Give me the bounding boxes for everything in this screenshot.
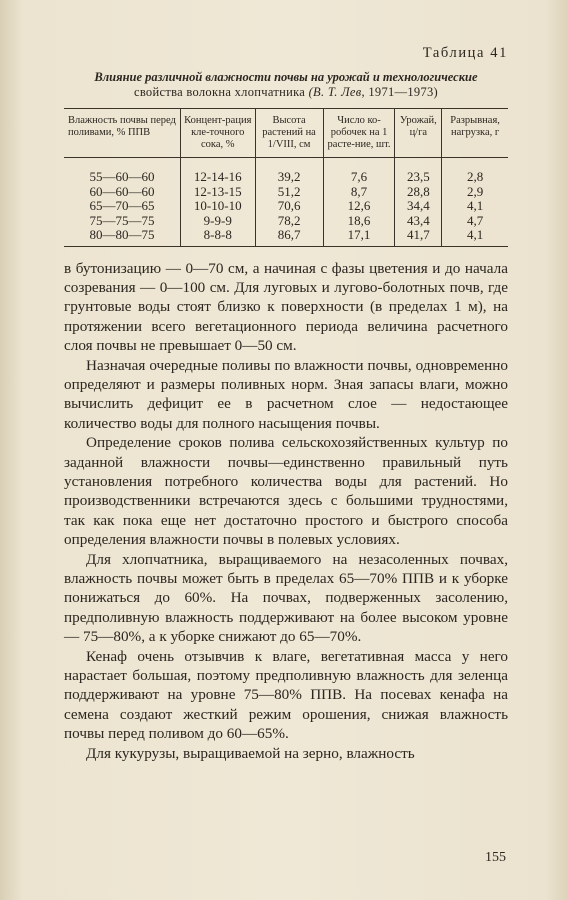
- table-cell: 39,2: [255, 158, 323, 185]
- paragraph: в бутонизацию — 0—70 см, а начиная с фазы цветения и до начала созревания — 0—100 см. Для луговых и лугово-болотных почв, где грунтовые воды стоят близко к поверхности (в пределах 1 м), на протяжении всего вегетационного периода величина расчетного слоя почвы не превышает 0—50 см.: [64, 259, 508, 355]
- table-row: [64, 158, 508, 185]
- table-cell: 23,5: [395, 158, 442, 185]
- table-label: Таблица 41: [422, 45, 508, 61]
- table-header-cell: Влажность почвы перед поливами, % ППВ: [64, 109, 181, 158]
- table-cell: 75—75—75: [89, 212, 155, 228]
- table-cell: 2,8: [442, 158, 508, 185]
- data-table: [64, 108, 508, 247]
- table-cell: 8,7: [323, 185, 395, 200]
- table-cell: 28,8: [395, 185, 442, 200]
- table-cell: 18,6: [323, 214, 395, 229]
- table-cell: 43,4: [395, 214, 442, 229]
- table-cell: 12-13-15: [181, 185, 256, 200]
- table-header-row: [64, 109, 508, 158]
- table-caption: [64, 70, 508, 100]
- table-cell: 7,6: [323, 158, 395, 185]
- table-cell: 4,1: [442, 228, 508, 246]
- table-cell: 65—70—65: [89, 198, 155, 213]
- table-cell: 60—60—60: [89, 183, 155, 199]
- table-cell: 55—60—60: [89, 169, 155, 184]
- table-years: 1971—1973): [368, 85, 439, 99]
- paragraph: Определение сроков полива сельскохозяйственных культур по заданной влажности почвы—единственно правильный путь установления потребного количества воды для растений. Но производственники встречаются здесь с большими трудностями, так как пока еще нет достаточно простого и быстрого способа определения влажности почвы в полевых условиях.: [64, 434, 508, 549]
- table-header-cell: Число ко-робочек на 1 расте-ние, шт.: [323, 109, 395, 158]
- table-cell: 41,7: [395, 228, 442, 246]
- table-cell: 2,9: [442, 185, 508, 200]
- table-row: [64, 185, 508, 200]
- table-cell: 4,7: [442, 214, 508, 229]
- table-cell: 17,1: [323, 228, 395, 246]
- table-header-cell: Концент-рация кле-точного сока, %: [181, 109, 256, 158]
- table-header-cell: Разрывная, нагрузка, г: [442, 109, 508, 158]
- table-cell: 51,2: [255, 185, 323, 200]
- page-number: 155: [485, 850, 506, 865]
- table-cell: 78,2: [255, 214, 323, 229]
- table-header-cell: Урожай, ц/га: [395, 109, 442, 158]
- paragraph: Для кукурузы, выращиваемой на зерно, влажность: [86, 744, 415, 762]
- paragraph: Назначая очередные поливы по влажности почвы, одновременно определяют и размеры поливных норм. Зная запасы влаги, можно вычислить дефицит ее в расчетном слое — недостающее количество воды для полного насыщения почвы.: [64, 356, 508, 432]
- table-cell: 34,4: [395, 199, 442, 214]
- body-text: [64, 259, 508, 764]
- table-subtitle: свойства волокна хлопчатника: [133, 85, 306, 99]
- paragraph: Для хлопчатника, выращиваемого на незасоленных почвах, влажность почвы может быть в пределах 65—70% ППВ и к уборке понижаться до 60%. На почвах, подверженных засолению, предполивную влажность поддерживают на более высоком уровне — 75—80%, а к уборке снижают до 65—70%.: [64, 550, 508, 646]
- table-cell: 80—80—75: [64, 228, 181, 246]
- table-row: [64, 199, 508, 214]
- table-cell: 4,1: [442, 199, 508, 214]
- table-cell: 12-14-16: [181, 158, 256, 185]
- table-cell: 12,6: [323, 199, 395, 214]
- table-title: Влияние различной влажности почвы на урожай и технологические: [94, 70, 478, 84]
- table-header-cell: Высота растений на 1/VIII, см: [255, 109, 323, 158]
- table-caption-line2: [64, 85, 508, 100]
- paragraph: Кенаф очень отзывчив к влаге, вегетативная масса у него нарастает большая, поэтому предполивную влажность для зеленца поддерживают на уровне 75—80% ППВ. На посевах кенафа на семена создают жесткий режим орошения, снижая влажность почвы перед поливом до 60—65%.: [64, 647, 508, 743]
- table-author: (В. Т. Лев,: [308, 85, 365, 99]
- table-cell: 86,7: [255, 228, 323, 246]
- table-row: [64, 214, 508, 229]
- table-cell: 10-10-10: [181, 199, 256, 214]
- table-row: [64, 228, 508, 246]
- table-cell: 8-8-8: [181, 228, 256, 246]
- table-cell: 70,6: [255, 199, 323, 214]
- table-cell: 9-9-9: [181, 214, 256, 229]
